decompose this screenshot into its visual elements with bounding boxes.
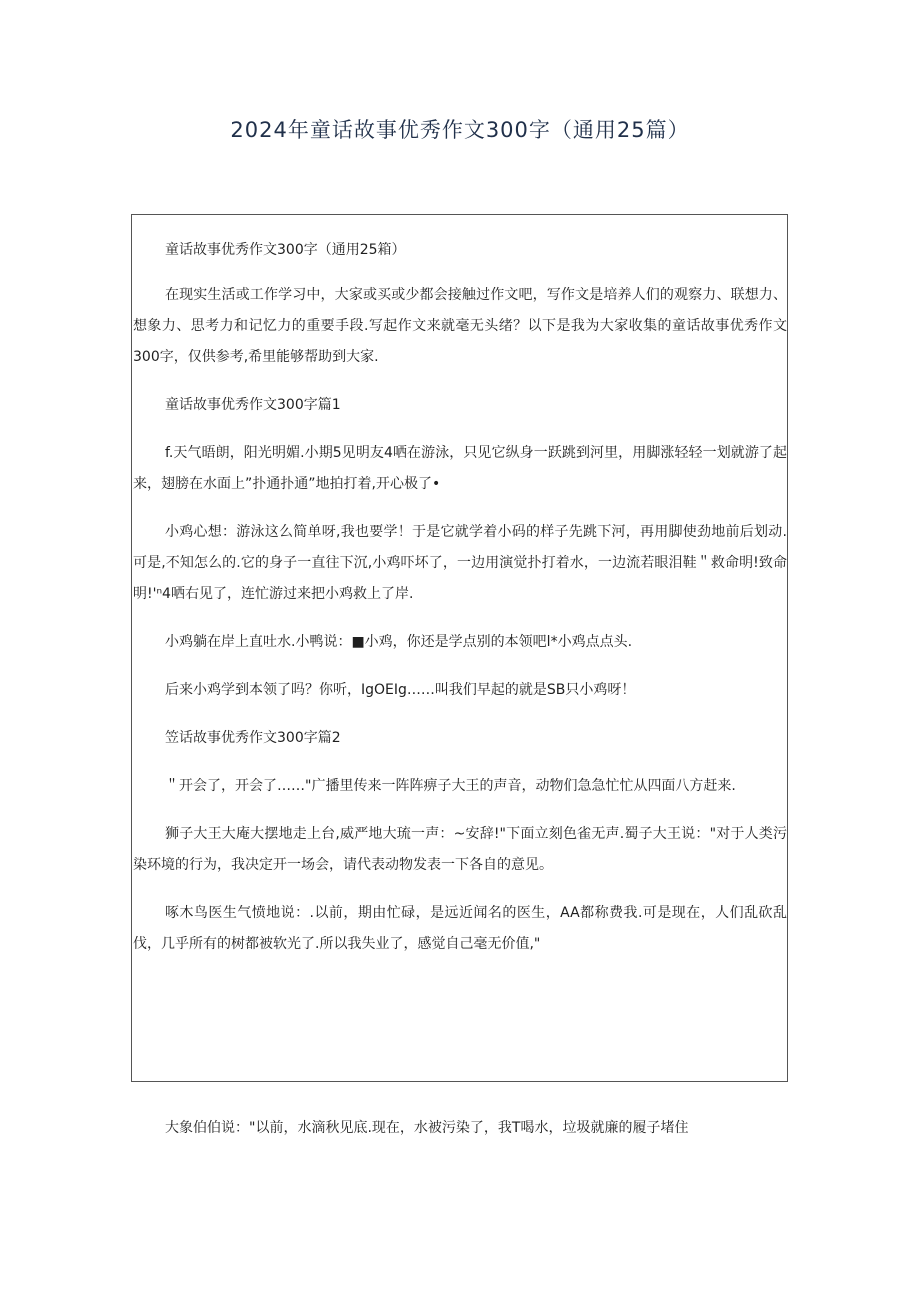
- document-body: [133, 235, 787, 960]
- essay-1-paragraph-4: 后来小鸡学到本领了吗？你听，IgOEIg……叫我们早起的就是SB只小鸡呀！: [165, 682, 636, 698]
- essay-1-paragraph-2: 小鸡心想：游泳这么简单呀,我也要学！于是它就学着小码的样子先跳下河，再用脚使劲地前后划动.可是,不知怎么的.它的身子一直往下沉,小鸡吓坏了，一边用演觉扑打着水，一边流若眼泪鞋＂救命明!致命明!'ⁿ4哂右见了，连忙游过来把小鸡救上了岸.: [133, 524, 787, 602]
- trailing-text: [133, 1113, 787, 1144]
- intro-paragraph: 在现实生活或工作学习中，大家或买或少都会接触过作文吧，写作文是培养人们的观察力、联想力、想象力、思考力和记忆力的重要手段.写起作文来就毫无头绪？以下是我为大家收集的童话故事优秀作文300字，仅供参考,希里能够帮助到大家.: [133, 287, 787, 365]
- essay-2-paragraph-3: 啄木鸟医生气愤地说：.以前，期由忙碌，是远近闻名的医生，AA都称费我.可是现在，人们乱砍乱伐，几乎所有的树都被软光了.所以我失业了，感觉自己毫无价值,": [133, 905, 787, 952]
- document-title: 2024年童话故事优秀作文300字（通用25篇）: [230, 118, 690, 142]
- essay-1-paragraph-3: 小鸡躺在岸上直吐水.小鸭说：■小鸡，你还是学点别的本领吧l*小鸡点点头.: [165, 634, 633, 650]
- essay-2-heading: 笠话故事优秀作文300字篇2: [165, 730, 341, 746]
- essay-2-paragraph-4: 大象伯伯说："以前，水滴秋见底.现在，水被污染了，我T喝水，垃圾就廉的履子堵住: [165, 1120, 689, 1136]
- essay-1-heading: 童话故事优秀作文300字篇1: [165, 397, 341, 413]
- essay-1-paragraph-1: f.天气晤朗，阳光明媚.小期5见明友4哂在游泳，只见它纵身一跃跳到河里，用脚涨轻轻一划就游了起来，翅膀在水面上”扑通扑通”地拍打着,开心极了•: [133, 445, 787, 492]
- essay-2-paragraph-1: ＂开会了，开会了……"广播里传来一阵阵痹子大王的声音，动物们急急忙忙从四面八方赶来.: [165, 778, 736, 794]
- essay-2-paragraph-2: 狮子大王大庵大摆地走上台,威严地大琉一声：~安辞!"下面立刻色雀无声.蜀子大王说："对于人类污染环境的行为，我决定开一场会，请代表动物发表一下各自的意见。: [133, 826, 787, 873]
- intro-heading: 童话故事优秀作文300字（通用25箱）: [165, 242, 406, 258]
